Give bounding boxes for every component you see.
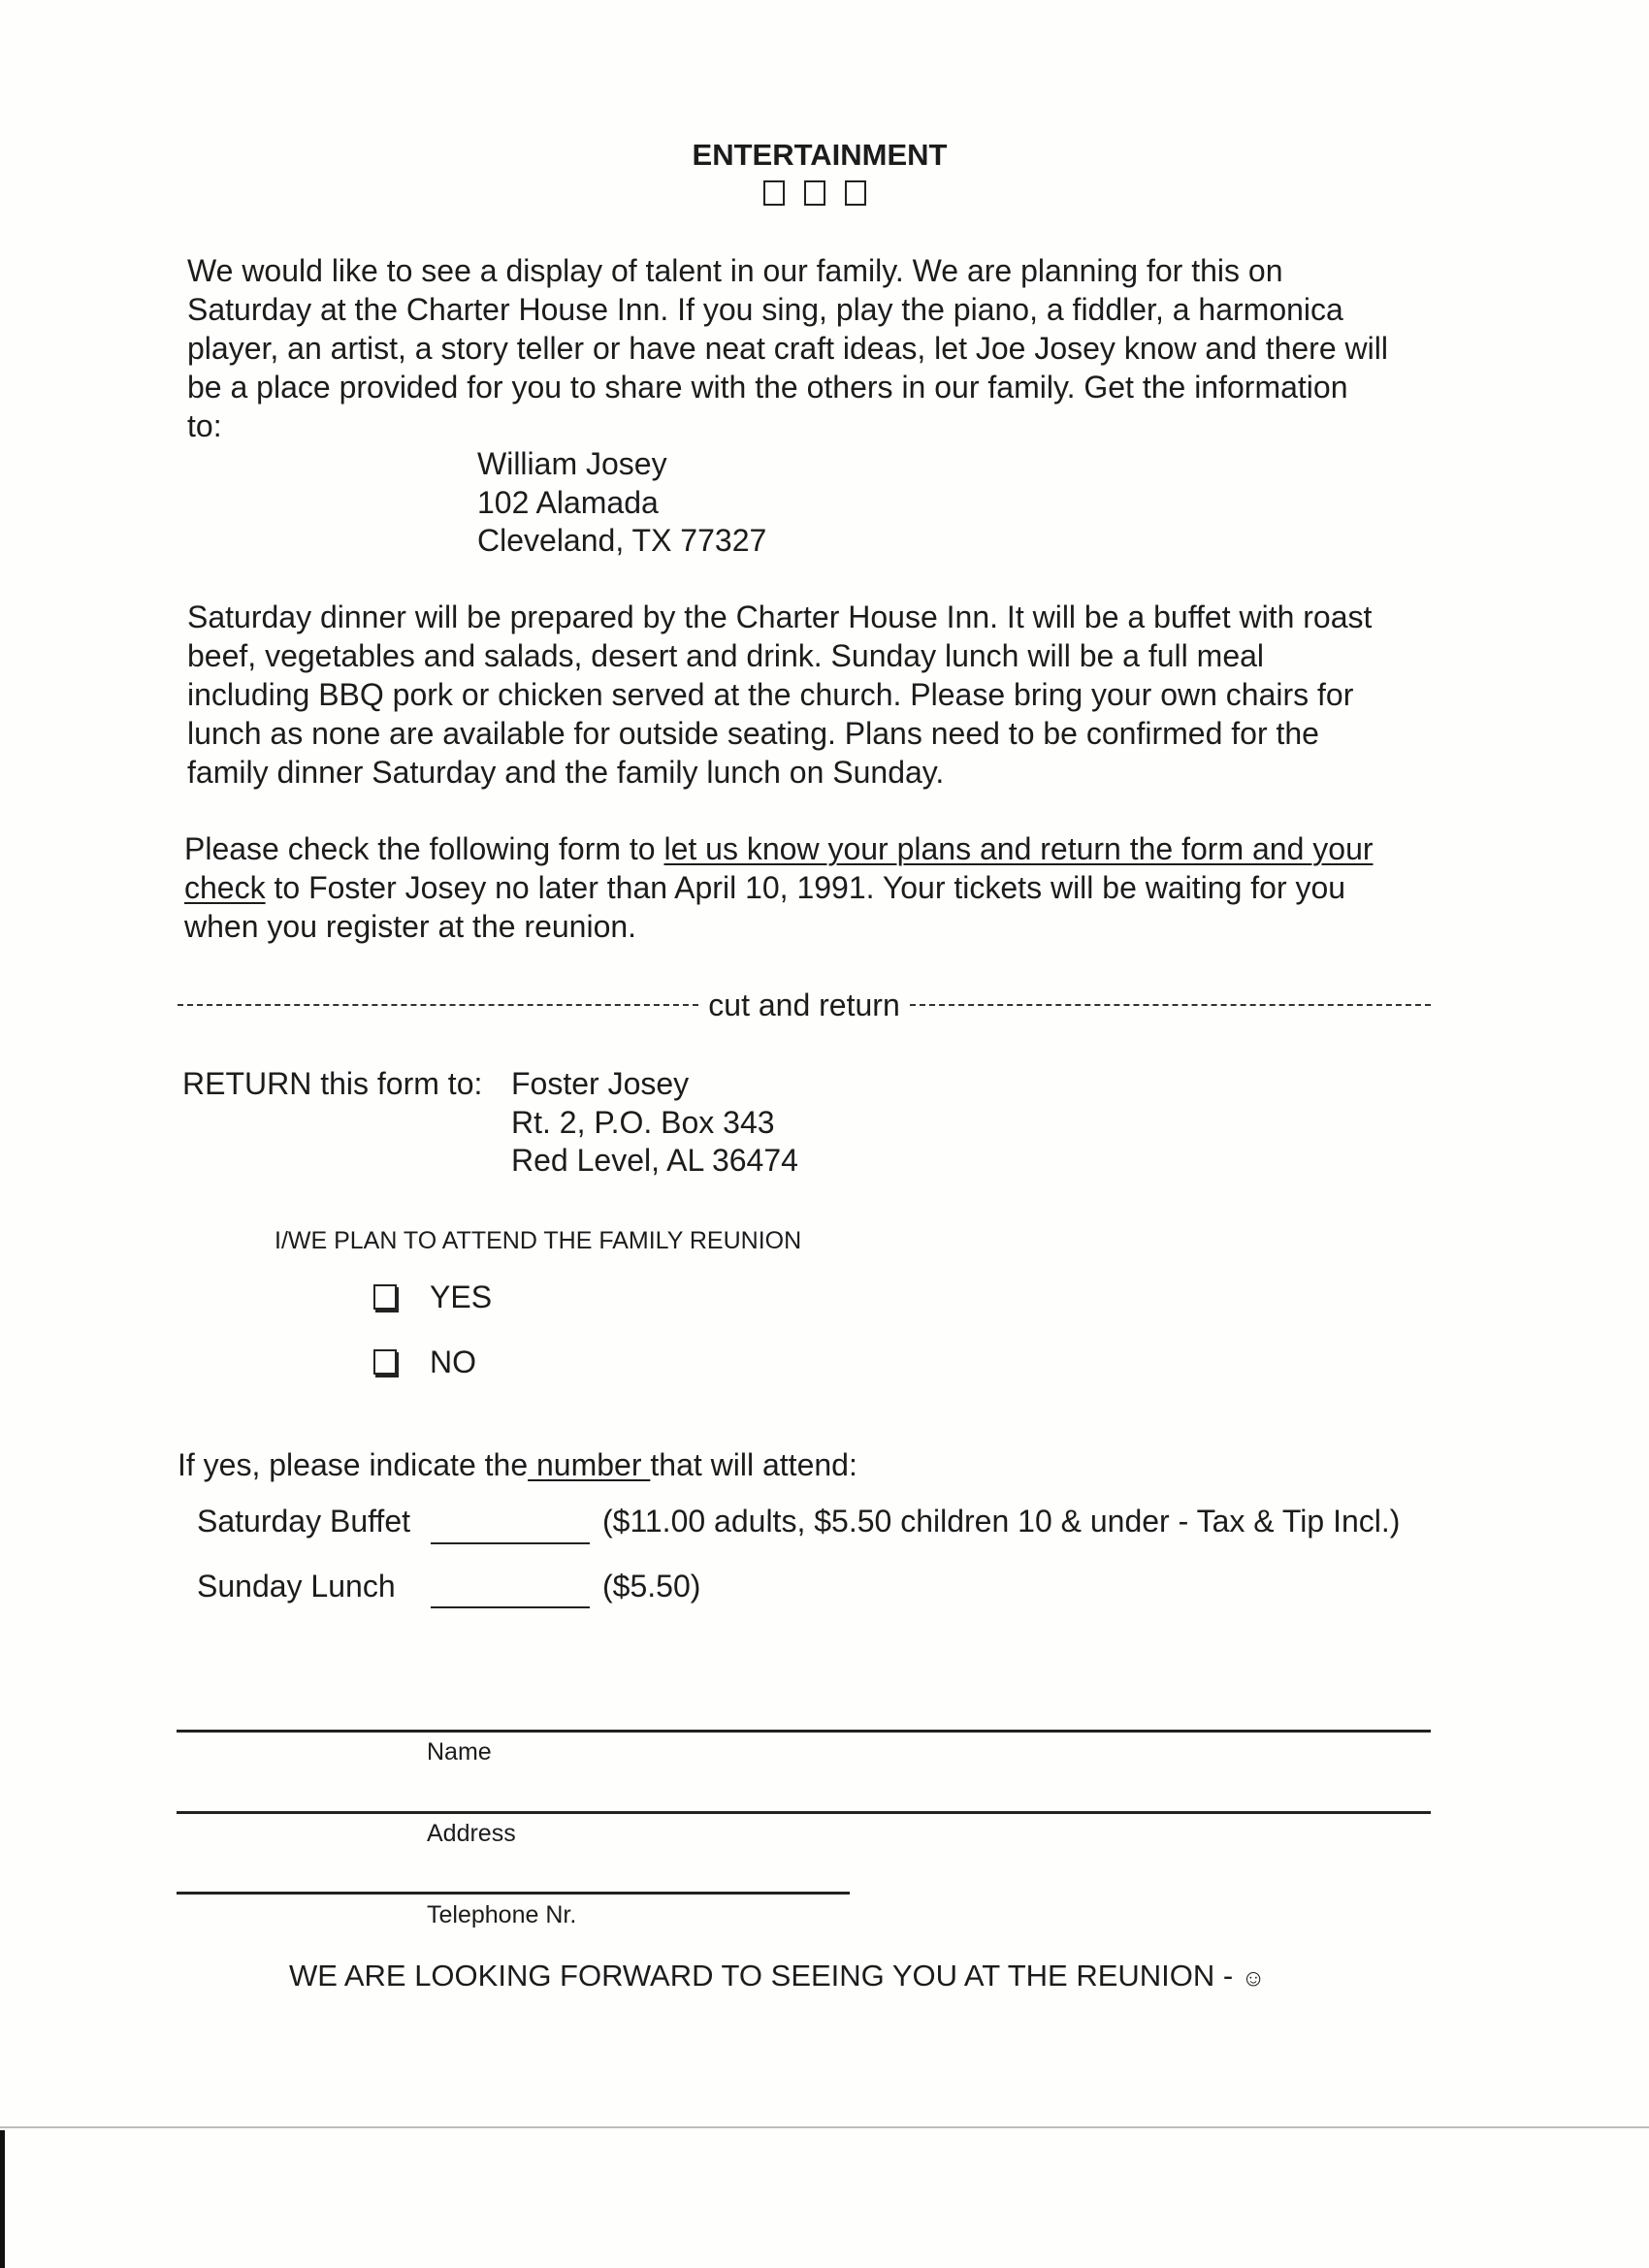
intro-line: player, an artist, a story teller or have neat craft ideas, let Joe Josey know and there will (187, 331, 1388, 366)
name-input-line[interactable] (177, 1730, 1431, 1733)
dashed-rule (910, 1004, 1431, 1006)
instructions-line (184, 829, 1374, 868)
count-prompt (178, 1445, 857, 1484)
intro-line: be a place provided for you to share with the others in our family. Get the information (187, 370, 1348, 405)
instructions-underlined: check (184, 870, 266, 905)
intro-line: Saturday at the Charter House Inn. If you sing, play the piano, a fiddler, a harmonica (187, 292, 1343, 327)
cut-line (178, 986, 1431, 1024)
address-line: Foster Josey (511, 1066, 690, 1101)
scan-edge (0, 2130, 5, 2268)
row-label: Sunday Lunch (197, 1569, 396, 1604)
meals-line: including BBQ pork or chicken served at the church. Please bring your own chairs for (187, 677, 1354, 712)
closing-text: WE ARE LOOKING FORWARD TO SEEING YOU AT THE REUNION - (289, 1959, 1242, 1993)
address-line: Red Level, AL 36474 (511, 1143, 798, 1178)
address-input-line[interactable] (177, 1811, 1431, 1814)
field-label: Address (427, 1820, 516, 1847)
prompt-text: that will attend: (650, 1447, 857, 1482)
return-label: RETURN this form to: (182, 1066, 483, 1101)
instructions-text: to Foster Josey no later than April 10, 1991. Your tickets will be waiting for you (265, 870, 1346, 905)
row-label: Saturday Buffet (197, 1504, 410, 1539)
yes-checkbox[interactable] (373, 1284, 397, 1310)
dashed-rule (178, 1004, 698, 1006)
sunday-count-input[interactable] (431, 1606, 590, 1608)
address-line: William Josey (477, 446, 667, 481)
no-label: NO (430, 1345, 476, 1379)
attend-question: I/WE PLAN TO ATTEND THE FAMILY REUNION (275, 1227, 802, 1254)
field-label: Name (427, 1738, 492, 1766)
row-price: ($11.00 adults, $5.50 children 10 & under - Tax & Tip Incl.) (602, 1504, 1401, 1539)
saturday-count-input[interactable] (431, 1542, 590, 1544)
meals-line: Saturday dinner will be prepared by the Charter House Inn. It will be a buffet with roast (187, 599, 1373, 634)
meals-line: family dinner Saturday and the family lunch on Sunday. (187, 755, 945, 790)
field-label: Telephone Nr. (427, 1901, 577, 1928)
instructions-line (184, 868, 1345, 907)
telephone-input-line[interactable] (177, 1892, 850, 1895)
instructions-text: Please check the following form to (184, 831, 664, 866)
intro-line: to: (187, 408, 222, 443)
prompt-text: If yes, please indicate the (178, 1447, 529, 1482)
closing-message (289, 1957, 1265, 1998)
page-edge (0, 2126, 1649, 2128)
meals-line: beef, vegetables and salads, desert and drink. Sunday lunch will be a full meal (187, 638, 1265, 673)
meals-line: lunch as none are available for outside seating. Plans need to be confirmed for the (187, 716, 1319, 751)
yes-label: YES (430, 1280, 493, 1314)
address-line: Rt. 2, P.O. Box 343 (511, 1105, 775, 1140)
page-title: ENTERTAINMENT (692, 138, 948, 172)
cut-label: cut and return (708, 988, 900, 1022)
row-price: ($5.50) (602, 1569, 701, 1604)
prompt-underlined: number (528, 1447, 651, 1482)
address-line: 102 Alamada (477, 485, 659, 520)
no-checkbox[interactable] (373, 1349, 397, 1375)
intro-line: We would like to see a display of talent in our family. We are planning for this on (187, 253, 1283, 288)
smiley-face-icon: ☺ (1241, 1965, 1266, 1992)
address-line: Cleveland, TX 77327 (477, 523, 767, 558)
instructions-line: when you register at the reunion. (184, 909, 637, 944)
instructions-underlined: let us know your plans and return the form and your (663, 831, 1374, 866)
